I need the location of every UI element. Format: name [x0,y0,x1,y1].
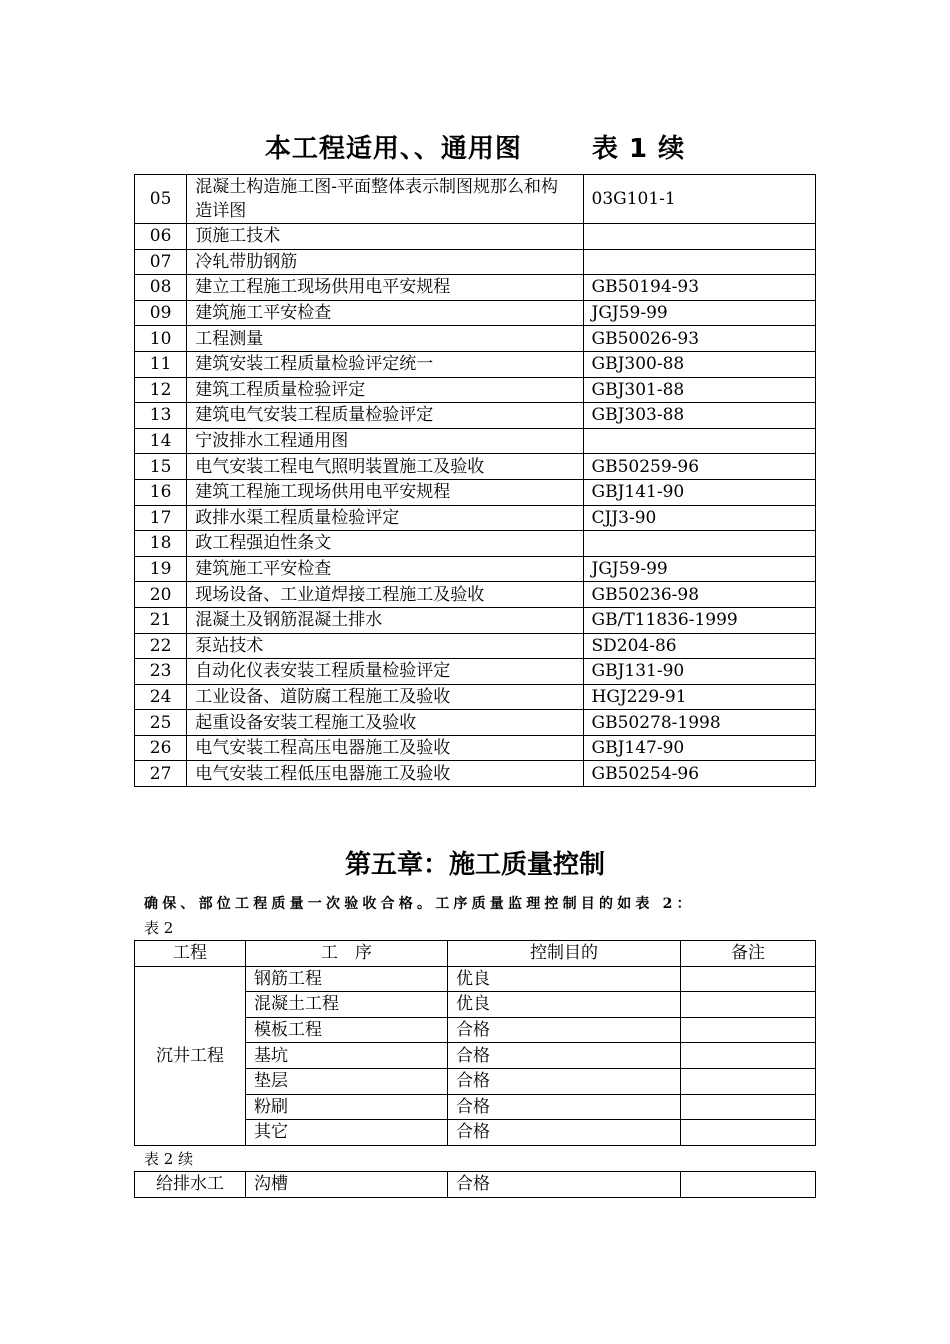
table-row [135,966,816,992]
table-row [135,300,816,326]
row-code: GB50026-93 [583,326,815,352]
row-number: 06 [135,224,187,250]
row-name: 工业设备、道防腐工程施工及验收 [187,684,583,710]
row-number: 08 [135,275,187,301]
row-number: 17 [135,505,187,531]
row-name: 起重设备安装工程施工及验收 [187,710,583,736]
table-row [135,377,816,403]
row-number: 27 [135,761,187,787]
table1-title-suffix: 表 1 续 [591,134,686,164]
quality-control-table-continued [134,1171,816,1198]
header-note: 备注 [681,941,816,967]
row-number: 21 [135,607,187,633]
chapter-intro: 确保、部位工程质量一次验收合格。工序质量监理控制目的如表 2： [144,896,695,912]
row-note [681,1043,816,1069]
row-code: GBJ131-90 [583,659,815,685]
row-process: 粉刷 [246,1094,448,1120]
table-row [135,684,816,710]
row-code: HGJ229-91 [583,684,815,710]
row-name: 电气安装工程低压电器施工及验收 [187,761,583,787]
group-project: 沉井工程 [135,966,246,1145]
row-code [583,249,815,275]
row-name: 现场设备、工业道焊接工程施工及验收 [187,582,583,608]
row-process: 钢筋工程 [246,966,448,992]
row-number: 09 [135,300,187,326]
table-row [135,710,816,736]
row-name: 电气安装工程电气照明装置施工及验收 [187,454,583,480]
chapter-title: 第五章：施工质量控制 [344,850,605,880]
row-number: 19 [135,556,187,582]
row-code: CJJ3-90 [583,505,815,531]
table-row [135,275,816,301]
table-header-row [135,941,816,967]
row-code [583,531,815,557]
row-note [681,1094,816,1120]
table-row [135,505,816,531]
row-code: 03G101-1 [583,175,815,224]
row-project: 给排水工 [135,1172,246,1198]
row-code: GB50259-96 [583,454,815,480]
table-row [135,326,816,352]
row-note [681,1068,816,1094]
row-note [681,1017,816,1043]
row-target: 优良 [448,992,681,1018]
row-code: GB/T11836-1999 [583,607,815,633]
row-number: 18 [135,531,187,557]
row-process: 其它 [246,1120,448,1146]
table-row [135,607,816,633]
row-name: 工程测量 [187,326,583,352]
table-row [135,633,816,659]
row-number: 14 [135,428,187,454]
table-row [135,403,816,429]
row-number: 16 [135,479,187,505]
table-row [135,224,816,250]
standards-table [134,174,816,787]
row-process: 垫层 [246,1068,448,1094]
table-row [135,1172,816,1198]
row-number: 24 [135,684,187,710]
row-code [583,428,815,454]
row-name: 建筑施工平安检查 [187,300,583,326]
row-process: 混凝土工程 [246,992,448,1018]
row-process: 基坑 [246,1043,448,1069]
table-row [135,582,816,608]
row-name: 政排水渠工程质量检验评定 [187,505,583,531]
row-number: 07 [135,249,187,275]
table-row [135,659,816,685]
row-name: 建筑工程质量检验评定 [187,377,583,403]
row-number: 11 [135,351,187,377]
row-code: GB50194-93 [583,275,815,301]
table-row [135,428,816,454]
row-code: GB50236-98 [583,582,815,608]
row-target: 优良 [448,966,681,992]
row-process: 沟槽 [246,1172,448,1198]
row-code: GBJ141-90 [583,479,815,505]
row-name: 建筑安装工程质量检验评定统一 [187,351,583,377]
row-number: 15 [135,454,187,480]
header-project: 工程 [135,941,246,967]
row-number: 23 [135,659,187,685]
row-note [681,992,816,1018]
table-row [135,735,816,761]
quality-control-table [134,940,816,1146]
row-number: 10 [135,326,187,352]
row-number: 05 [135,175,187,224]
row-code: GBJ301-88 [583,377,815,403]
row-number: 13 [135,403,187,429]
header-process: 工 序 [246,941,448,967]
row-name: 顶施工技术 [187,224,583,250]
row-code: GBJ300-88 [583,351,815,377]
row-target: 合格 [448,1017,681,1043]
table-row [135,531,816,557]
row-target: 合格 [448,1120,681,1146]
row-target: 合格 [448,1172,681,1198]
row-name: 泵站技术 [187,633,583,659]
table1-title-text: 本工程适用、、通用图 [264,134,522,164]
row-code: GBJ147-90 [583,735,815,761]
row-name: 宁波排水工程通用图 [187,428,583,454]
row-name: 建筑电气安装工程质量检验评定 [187,403,583,429]
table-row [135,479,816,505]
table-row [135,454,816,480]
table2-caption: 表 2 [144,919,174,937]
table1-title [0,128,950,165]
row-name: 自动化仪表安装工程质量检验评定 [187,659,583,685]
row-number: 25 [135,710,187,736]
table3-caption: 表 2 续 [144,1150,194,1168]
header-target: 控制目的 [448,941,681,967]
row-number: 26 [135,735,187,761]
table-row [135,249,816,275]
row-code: GB50278-1998 [583,710,815,736]
row-name: 混凝土构造施工图-平面整体表示制图规那么和构造详图 [187,175,583,224]
table-row [135,351,816,377]
row-name: 建立工程施工现场供用电平安规程 [187,275,583,301]
row-note [681,1172,816,1198]
row-code: GBJ303-88 [583,403,815,429]
row-code: JGJ59-99 [583,556,815,582]
row-name: 政工程强迫性条文 [187,531,583,557]
row-name: 电气安装工程高压电器施工及验收 [187,735,583,761]
row-name: 混凝土及钢筋混凝土排水 [187,607,583,633]
row-note [681,966,816,992]
row-target: 合格 [448,1068,681,1094]
row-number: 20 [135,582,187,608]
row-code: GB50254-96 [583,761,815,787]
row-note [681,1120,816,1146]
row-number: 22 [135,633,187,659]
row-code [583,224,815,250]
row-code: SD204-86 [583,633,815,659]
row-target: 合格 [448,1094,681,1120]
row-name: 冷轧带肋钢筋 [187,249,583,275]
row-name: 建筑施工平安检查 [187,556,583,582]
row-target: 合格 [448,1043,681,1069]
table-row [135,761,816,787]
row-code: JGJ59-99 [583,300,815,326]
row-name: 建筑工程施工现场供用电平安规程 [187,479,583,505]
row-number: 12 [135,377,187,403]
table-row [135,556,816,582]
table-row [135,175,816,224]
row-process: 模板工程 [246,1017,448,1043]
